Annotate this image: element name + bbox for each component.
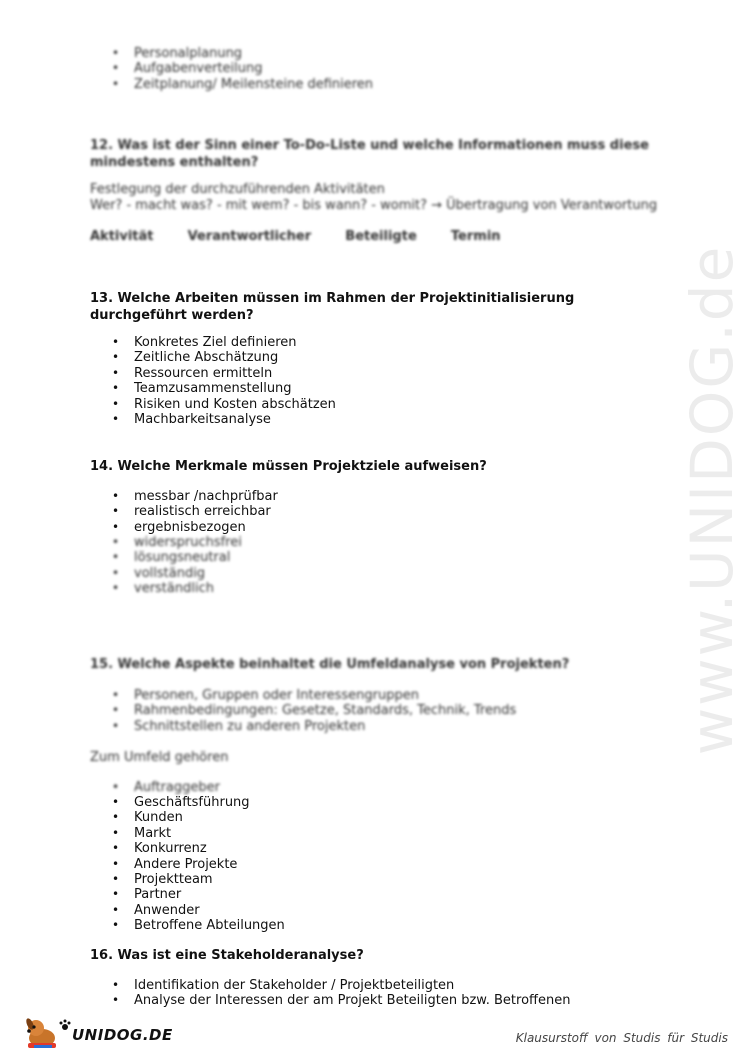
list-item: • messbar /nachprüfbar [90,489,278,504]
question-12-title: 12. Was ist der Sinn einer To-Do-Liste und welche Informationen muss diese mindestens enthalten? [90,138,649,170]
list-item: • Konkurrenz [90,841,285,856]
q15-umfeld-label: Zum Umfeld gehören [90,750,229,765]
logo-text: UNIDOG.DE [72,1026,173,1044]
question-15-title: 15. Welche Aspekte beinhaltet die Umfeldanalyse von Projekten? [90,657,570,672]
top-list [90,46,373,92]
list-item: • Aufgabenverteilung [90,61,373,76]
list-item: • Betroffene Abteilungen [90,918,285,933]
list-item: • Rahmenbedingungen: Gesetze, Standards, Technik, Trends [90,703,516,718]
list-item: • Konkretes Ziel definieren [90,335,336,350]
list-item: • Identifikation der Stakeholder / Projektbeteiligten [90,978,570,993]
list-item: • Ressourcen ermitteln [90,366,336,381]
list-item: • verständlich [90,581,242,596]
list-item: • vollständig [90,566,242,581]
list-item: • widerspruchsfrei [90,535,242,550]
q15-umfeld-list [90,795,285,934]
q15-umfeld-blurred [90,780,220,795]
column-header: Beteiligte [345,229,417,244]
paw-icon [58,1018,72,1032]
column-header: Verantwortlicher [187,229,312,244]
list-item: • Geschäftsführung [90,795,285,810]
list-item: • Andere Projekte [90,857,285,872]
footer-tagline: Klausurstoff von Studis für Studis [515,1031,728,1045]
list-item: • Partner [90,887,285,902]
list-item: • Teamzusammenstellung [90,381,336,396]
list-item: • Personen, Gruppen oder Interessengruppen [90,688,516,703]
unidog-logo[interactable] [20,1016,173,1050]
q13-list [90,335,336,427]
list-item: • Zeitliche Abschätzung [90,350,336,365]
question-16-title: 16. Was ist eine Stakeholderanalyse? [90,948,364,963]
question-14-title: 14. Welche Merkmale müssen Projektziele aufweisen? [90,459,487,474]
q14-list [90,489,278,535]
list-item: • lösungsneutral [90,550,242,565]
q15-list [90,688,516,734]
q14-blurred-list [90,535,242,597]
list-item: • Projektteam [90,872,285,887]
column-header: Aktivität [90,229,154,244]
column-header: Termin [450,229,501,244]
q16-list [90,978,570,1009]
question-13-title: 13. Welche Arbeiten müssen im Rahmen der Projektinitialisierung durchgeführt werden? [90,291,575,323]
list-item: • ergebnisbezogen [90,520,278,535]
list-item: • Markt [90,826,285,841]
dog-icon [22,1016,62,1050]
list-item: • Analyse der Interessen der am Projekt Beteiligten bzw. Betroffenen [90,993,570,1008]
list-item: • Personalplanung [90,46,373,61]
list-item: • Kunden [90,810,285,825]
list-item: • Schnittstellen zu anderen Projekten [90,719,516,734]
q12-line-1: Festlegung der durchzuführenden Aktivitäten [90,182,385,197]
watermark: www.UNIDOG.de [678,244,746,756]
list-item: • Auftraggeber [90,780,220,795]
q12-columns [90,229,531,245]
list-item: • Anwender [90,903,285,918]
q12-line-2: Wer? - macht was? - mit wem? - bis wann? - womit? → Übertragung von Verantwortung [90,198,658,213]
list-item: • Machbarkeitsanalyse [90,412,336,427]
list-item: • Risiken und Kosten abschätzen [90,397,336,412]
list-item: • Zeitplanung/ Meilensteine definieren [90,77,373,92]
list-item: • realistisch erreichbar [90,504,278,519]
